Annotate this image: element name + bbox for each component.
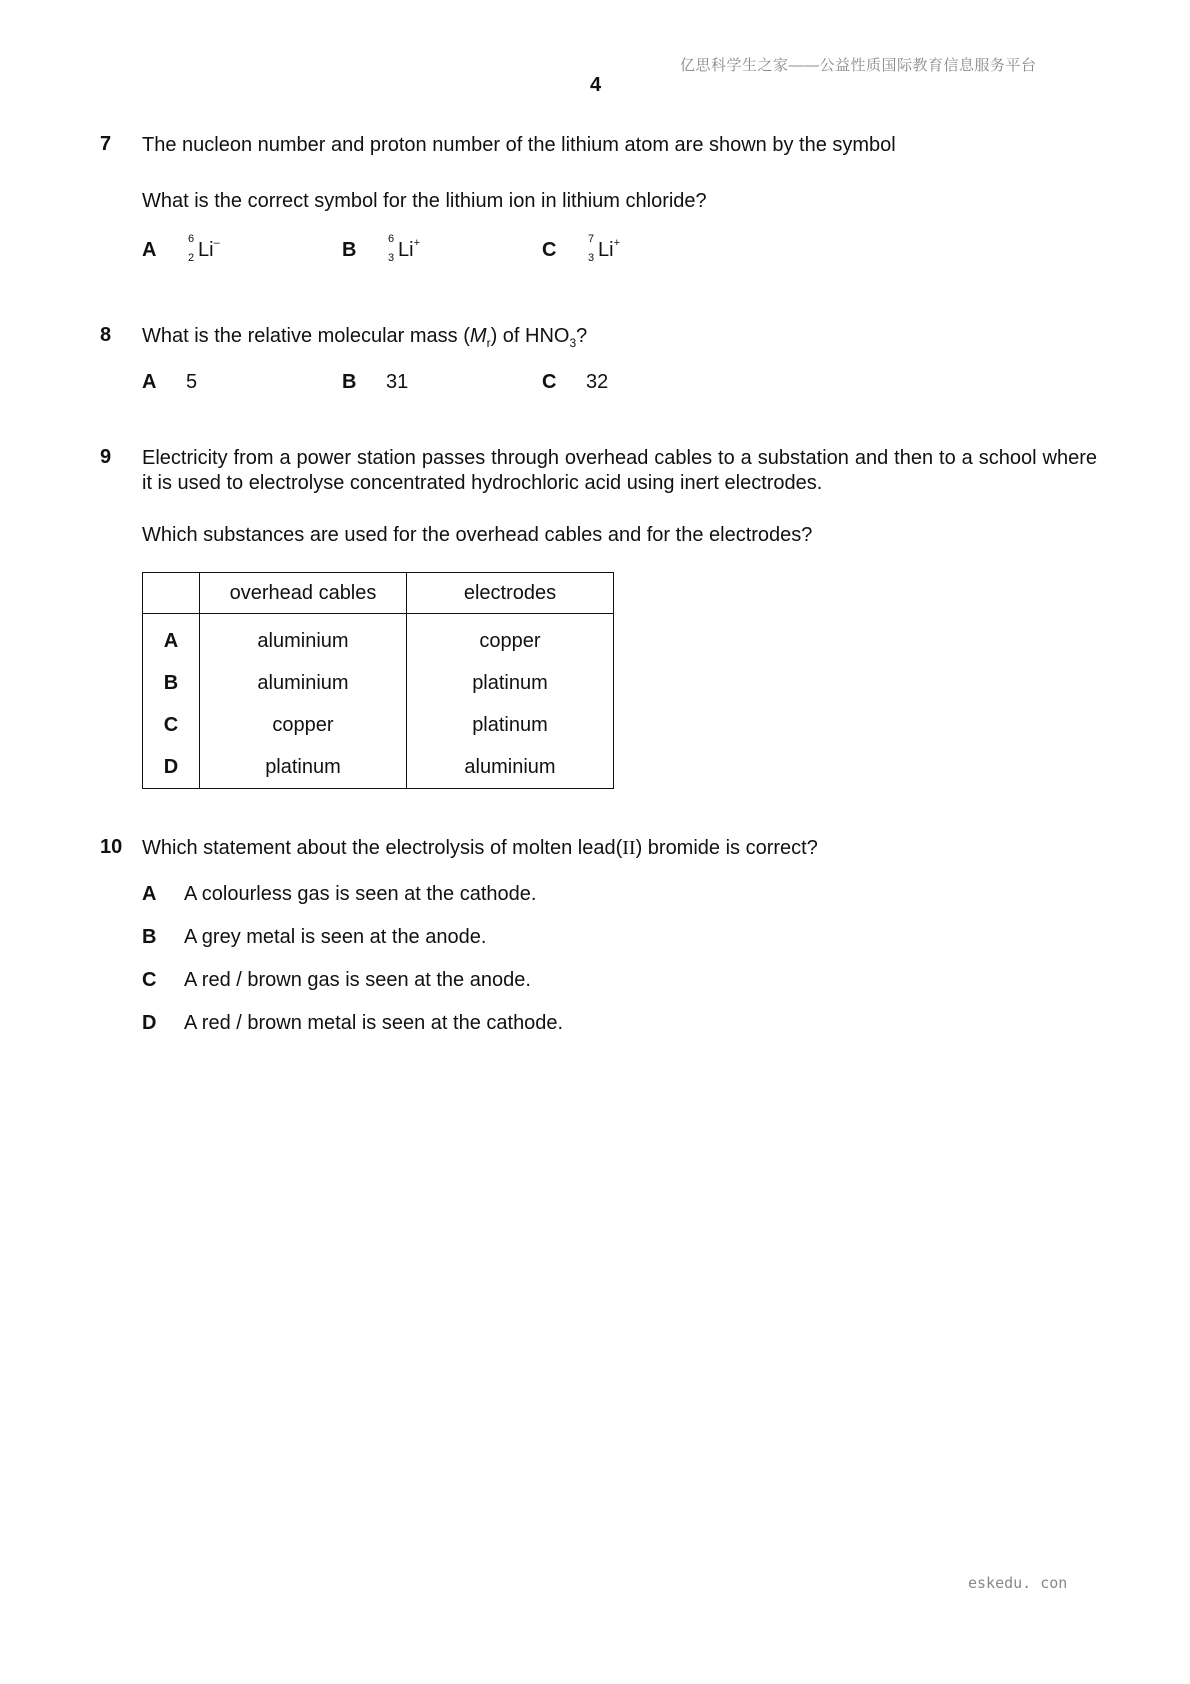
option-text: A colourless gas is seen at the cathode. [184,883,537,905]
option-text: A red / brown metal is seen at the cathode. [184,1012,564,1034]
table-cell: platinum [407,662,614,704]
isotope-symbol-b [388,233,421,264]
option-value: 5 [186,371,198,393]
table-row[interactable] [143,746,614,789]
table-header-row [143,573,614,614]
ion-charge: + [613,237,621,250]
table-row[interactable] [143,662,614,704]
question-8-option-a[interactable]: A [142,371,157,393]
mr-subscript: r [486,336,491,350]
answer-table [142,572,614,789]
mass-number: 7 [588,233,595,245]
question-8-option-b[interactable]: B [342,371,357,393]
question-7-text: The nucleon number and proton number of the lithium atom are shown by the symbol [142,134,896,156]
question-9-prompt: Which substances are used for the overhead cables and for the electrodes? [142,524,813,546]
option-value: 32 [586,371,609,393]
atomic-number: 3 [388,252,395,264]
row-letter: B [143,662,200,704]
question-10-number: 10 [100,836,123,858]
question-8-text-part: ? [576,325,588,347]
table-cell: aluminium [200,614,407,663]
mr-symbol: M [469,325,487,347]
table-cell: copper [407,614,614,663]
element-symbol: Li [598,239,614,261]
table-cell: aluminium [200,662,407,704]
option-value: 31 [386,371,409,393]
table-header-cell [143,573,200,614]
table-cell: copper [200,704,407,746]
ion-charge: – [213,237,220,250]
mass-number: 6 [388,233,395,245]
isotope-symbol-c [588,233,621,264]
question-10-text-part: Which statement about the electrolysis of molten lead( [142,837,623,859]
table-row[interactable] [143,704,614,746]
option-letter: A [142,239,157,261]
question-10-option-c[interactable]: C [142,969,157,991]
header-watermark-text: 亿思科学生之家——公益性质国际教育信息服务平台 [680,57,1037,74]
ion-charge: + [413,237,421,250]
isotope-symbol-a [188,233,220,264]
option-letter: B [342,239,357,261]
table-row[interactable] [143,614,614,663]
option-letter: C [542,239,557,261]
question-10-option-a[interactable]: A [142,883,157,905]
question-7-prompt: What is the correct symbol for the lithium ion in lithium chloride? [142,190,707,212]
row-letter: A [143,614,200,663]
question-8-number: 8 [100,324,112,346]
option-text: A red / brown gas is seen at the anode. [184,969,531,991]
roman-numeral: II [622,837,636,859]
question-10-option-b[interactable]: B [142,926,157,948]
question-9-number: 9 [100,446,112,468]
question-9-text: Electricity from a power station passes through overhead cables to a substation and then to a school where it is used to electrolyse concentrated hydrochloric acid using inert electrodes. [142,447,1097,494]
page-number: 4 [590,74,602,96]
element-symbol: Li [198,239,214,261]
atomic-number: 3 [588,252,595,264]
row-letter: D [143,746,200,789]
question-7-option-a[interactable] [142,239,156,262]
question-10-option-d[interactable]: D [142,1012,157,1034]
table-cell: platinum [407,704,614,746]
question-7-number: 7 [100,133,112,155]
table-cell: aluminium [407,746,614,789]
row-letter: C [143,704,200,746]
question-7-option-c[interactable] [542,239,556,262]
question-10-text-part: ) bromide is correct? [635,837,818,859]
question-7-option-b[interactable] [342,239,356,262]
question-8-text [142,324,587,356]
question-10-text [142,836,818,861]
option-text: A grey metal is seen at the anode. [184,926,487,948]
question-8-text-part: ) of HNO [490,325,570,347]
atomic-number: 2 [188,252,195,264]
formula-subscript: 3 [569,336,577,350]
table-header-cell: overhead cables [200,573,407,614]
question-8-option-c[interactable]: C [542,371,557,393]
element-symbol: Li [398,239,414,261]
question-8-text-part: What is the relative molecular mass ( [142,325,470,347]
mass-number: 6 [188,233,195,245]
table-header-cell: electrodes [407,573,614,614]
footer-watermark-text: eskedu. con [968,1574,1068,1592]
table-cell: platinum [200,746,407,789]
